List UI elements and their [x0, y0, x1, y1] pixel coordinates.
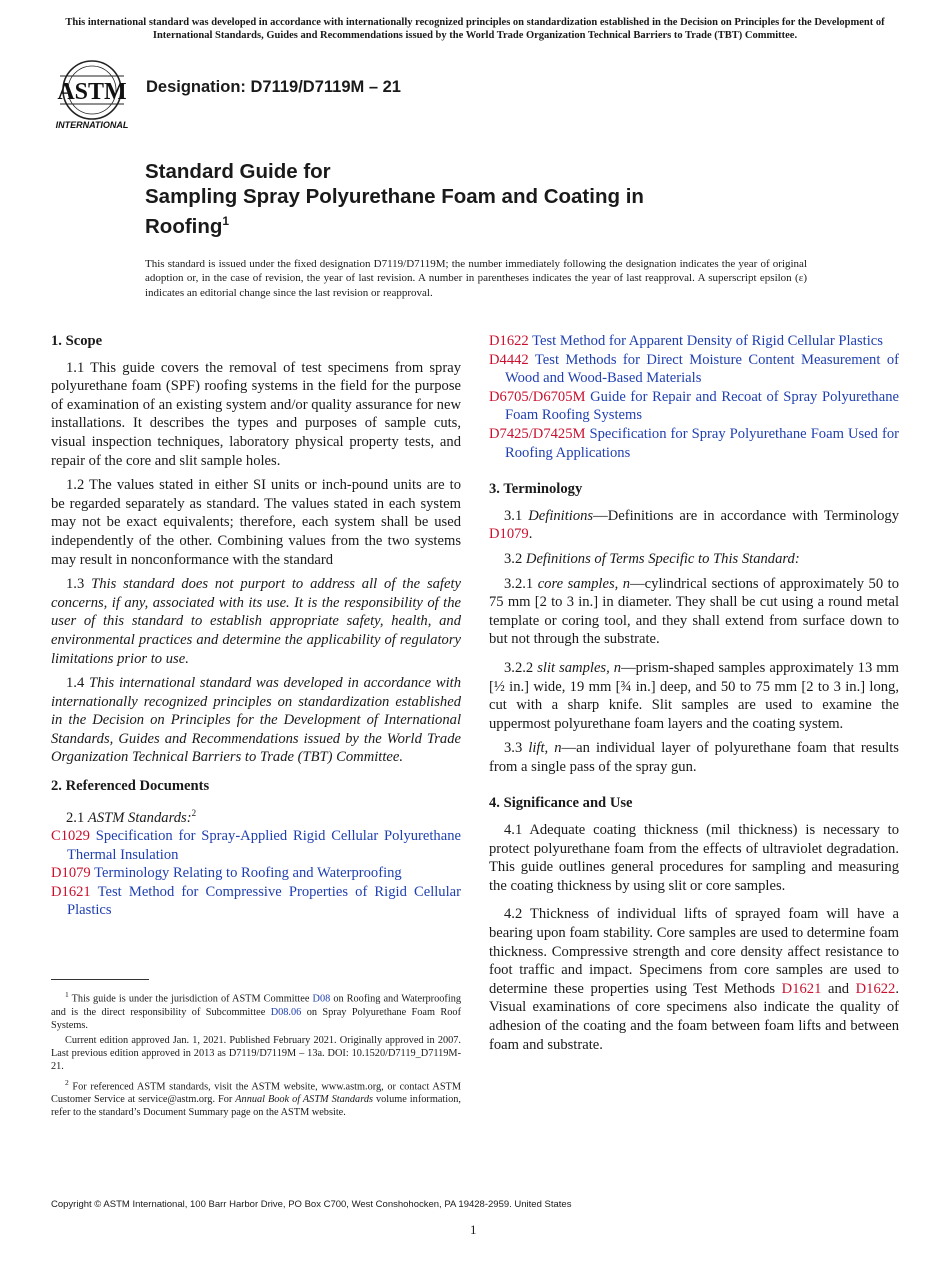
terminology-link[interactable]: D1079 — [489, 526, 529, 543]
ref-item[interactable] — [489, 425, 899, 462]
para-3-2-2 — [489, 659, 899, 733]
ref-title-link[interactable]: Specification for Spray Polyurethane Foam Used for Roofing Applications — [505, 425, 899, 461]
title-line-3-text: Roofing — [145, 214, 223, 238]
ref-item[interactable] — [489, 332, 899, 351]
footnotes — [51, 988, 461, 1122]
para-3-2-1-text: —cylindrical sections of approximately 50 to 75 mm [2 to 3 in.] in diameter. They shall be cut using a round metal template or coring tool, and they shall extend from surface down to but not through the substrate. — [489, 575, 900, 648]
footnote-2-text-a: For referenced ASTM standards, visit the ASTM website, www.astm.org, or contact ASTM Customer Service at service@astm.org. For — [51, 1081, 462, 1106]
astm-logo-icon — [52, 56, 136, 134]
para-1-3-text: This standard does not purport to address all of the safety concerns, if any, associated with its use. It is the responsibility of the user of this standard to establish appropriate safety, health, and environmental practices and determine the applicability of regulatory limitations prior to use. — [51, 576, 461, 667]
para-1-3 — [51, 575, 461, 668]
para-3-3 — [489, 739, 899, 776]
ref-item[interactable] — [489, 388, 899, 425]
ref-item[interactable] — [51, 883, 461, 920]
para-3-1-label: Definitions — [528, 507, 594, 524]
right-column — [489, 332, 899, 1060]
ref-title-link[interactable]: Test Method for Compressive Properties of Rigid Cellular Plastics — [67, 883, 461, 919]
para-1-4-num: 1.4 — [66, 675, 85, 692]
subcommittee-link[interactable]: D08.06 — [270, 1006, 302, 1018]
committee-link[interactable]: D08 — [312, 993, 331, 1005]
para-4-2-text-a: 4.2 Thickness of individual lifts of sprayed foam will have a bearing upon foam stability. Core samples are used to determine foam thickness. Compressive strength and core density affect resistance to foot traffic and impact. Specimens from core samples are used to determine these properties using Test Methods — [489, 906, 899, 997]
logo-letters: ASTM — [57, 79, 127, 105]
para-3-1-end: . — [528, 526, 533, 543]
ref-title-link[interactable]: Test Method for Apparent Density of Rigid Cellular Plastics — [532, 333, 883, 349]
section-scope-heading: 1. Scope — [51, 333, 103, 349]
para-3-2 — [489, 550, 899, 569]
para-3-2-1-num: 3.2.1 — [504, 575, 534, 592]
para-3-1-text: —Definitions are in accordance with Terminology — [593, 507, 899, 524]
footnote-2 — [51, 1076, 461, 1120]
title-line-2: Sampling Spray Polyurethane Foam and Coating in — [145, 184, 644, 208]
para-3-3-text: —an individual layer of polyurethane foam that results from a single pass of the spray gun. — [489, 740, 899, 775]
ref-code-link[interactable]: D1079 — [51, 865, 91, 882]
ref-title-link[interactable]: Specification for Spray-Applied Rigid Cellular Polyurethane Thermal Insulation — [67, 828, 461, 863]
footnote-1-text-a: This guide is under the jurisdiction of ASTM Committee — [71, 993, 310, 1005]
para-1-2: 1.2 The values stated in either SI units or inch-pound units are to be regarded separately as standard. The values stated in each system may not be exact equivalents; therefore, each system shall be used independently of the other. Combining values from the two systems may result in nonconformance with the standard — [51, 477, 461, 568]
ref-code-link[interactable]: D7425/D7425M — [489, 425, 586, 442]
footnote-divider — [51, 979, 149, 980]
para-3-1 — [489, 507, 899, 544]
section-terminology-heading: 3. Terminology — [489, 481, 583, 498]
test-method-link-d1622[interactable]: D1622 — [855, 980, 896, 997]
term-lift: lift, n — [528, 740, 562, 757]
term-core-samples: core samples, n — [537, 575, 631, 592]
intro-paragraph: This standard is issued under the fixed designation D7119/D7119M; the number immediately following the designation indicates the year of original adoption or, in the case of revision, the year of last revision. A number in parentheses indicates the year of last reapproval. A superscript epsilon (ε) indicates an editorial change since the last revision or reapproval. — [145, 258, 807, 299]
ref-title-link[interactable]: Terminology Relating to Roofing and Waterproofing — [94, 865, 402, 882]
document-title — [145, 160, 785, 239]
para-3-2-label: Definitions of Terms Specific to This Standard: — [525, 550, 800, 567]
para-4-2-text-b: . Visual examinations of core specimens also indicate the quality of adhesion of the coating and the foam between foam lifts and between foam and substrate. — [489, 980, 900, 1053]
para-2-1-sup: 2 — [191, 807, 197, 818]
ref-item[interactable] — [51, 864, 461, 883]
para-2-1 — [51, 804, 461, 827]
footnote-1-mark: 1 — [65, 990, 69, 999]
para-3-3-num: 3.3 — [504, 740, 523, 757]
para-1-4-text: This international standard was developed in accordance with internationally recognized principles on standardization established in the Decision on Principles for the Development of International Standards, Guides and Recommendations issued by the World Trade Organization Technical Barriers to Trade (TBT) Committee. — [51, 675, 462, 766]
para-3-2-2-num: 3.2.2 — [504, 659, 534, 676]
para-4-1: 4.1 Adequate coating thickness (mil thickness) is necessary to protect polyurethane foam from the effects of ultraviolet degradation. This guide outlines general procedures for sampling and measuring the coating thickness by using slit or core samples. — [489, 822, 899, 894]
para-3-1-num: 3.1 — [504, 507, 523, 524]
footnote-edition: Current edition approved Jan. 1, 2021. Published February 2021. Originally approved in 2007. Last previous edition approved in 2013 as D7119/D7119M – 13a. DOI: 10.1520/D7119_D7119M-21. — [51, 1035, 461, 1073]
title-footnote-mark: 1 — [222, 214, 230, 228]
designation: Designation: D7119/D7119M – 21 — [146, 78, 401, 96]
copyright-line: Copyright © ASTM International, 100 Barr Harbor Drive, PO Box C700, West Conshohocken, PA 19428-2959. United States — [51, 1199, 572, 1210]
footnote-1 — [51, 988, 461, 1032]
para-3-2-2-text: —prism-shaped samples approximately 13 mm [½ in.] wide, 19 mm [¾ in.] deep, and 50 to 75 mm [2 to 3 in.] long, cut with a sharp knife. Slit samples are used to examine the uppermost polyurethane foam layers and the coating system. — [489, 659, 899, 732]
section-refdocs-heading: 2. Referenced Documents — [51, 778, 210, 795]
tbt-notice: This international standard was developed in accordance with internationally recognized principles on standardization established in the Decision on Principles for the Development of International Standards, Guides and Recommendations issued by the World Trade Organization Technical Barriers to Trade (TBT) Committee. — [65, 17, 885, 41]
left-column — [51, 332, 461, 920]
ref-item[interactable] — [489, 351, 899, 388]
section-significance-heading: 4. Significance and Use — [489, 795, 633, 812]
footnote-2-italic: Annual Book of ASTM Standards — [235, 1094, 373, 1106]
logo-label: INTERNATIONAL — [55, 120, 129, 130]
para-4-2-and: and — [827, 980, 850, 997]
ref-code-link[interactable]: D4442 — [489, 351, 529, 368]
title-line-1: Standard Guide for — [145, 160, 331, 183]
ref-code-link[interactable]: D1621 — [51, 883, 91, 900]
astm-logo — [52, 56, 136, 134]
test-method-link-d1621[interactable]: D1621 — [781, 980, 822, 997]
para-2-1-num: 2.1 — [66, 809, 85, 826]
para-3-2-1 — [489, 575, 899, 649]
term-slit-samples: slit samples, n — [537, 659, 622, 676]
footnote-1-text-c: on Spray Polyurethane Foam Roof Systems. — [51, 1006, 462, 1031]
ref-title-link[interactable]: Guide for Repair and Recoat of Spray Polyurethane Foam Roofing Systems — [505, 388, 899, 424]
para-1-4 — [51, 674, 461, 767]
page-number: 1 — [470, 1222, 477, 1237]
title-line-3 — [145, 209, 785, 239]
para-1-1: 1.1 This guide covers the removal of test specimens from spray polyurethane foam (SPF) roofing systems in the field for the purpose of examination of an existing system and/or quality assurance for new installations. It describes the types and purposes of sample cuts, visual inspection techniques, laboratory physical property tests, and repair of the core and slit sample holes. — [51, 359, 461, 469]
ref-code-link[interactable]: D6705/D6705M — [489, 388, 586, 405]
footnote-2-text-b: volume information, refer to the standard’s Document Summary page on the ASTM website. — [51, 1094, 461, 1119]
para-1-3-num: 1.3 — [66, 576, 85, 593]
footnote-2-mark: 2 — [65, 1077, 69, 1087]
para-3-2-num: 3.2 — [504, 550, 523, 567]
para-2-1-label: ASTM Standards: — [87, 809, 192, 826]
ref-code-link[interactable]: D1622 — [489, 333, 529, 349]
ref-title-link[interactable]: Test Methods for Direct Moisture Content Measurement of Wood and Wood-Based Materials — [505, 351, 899, 387]
ref-code-link[interactable]: C1029 — [51, 828, 90, 845]
footnote-1-text-b: on Roofing and Waterproofing and is the direct responsibility of Subcommittee — [51, 993, 461, 1018]
para-4-2 — [489, 905, 899, 1054]
ref-item[interactable] — [51, 827, 461, 864]
